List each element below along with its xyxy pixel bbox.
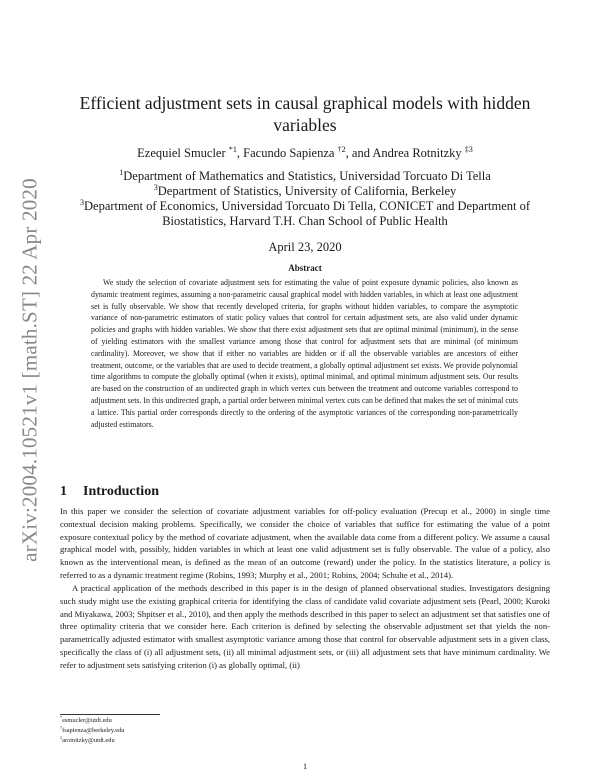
affiliation-mark: 1 [119,167,124,177]
author-name: Andrea Rotnitzky [372,146,462,160]
footnote-email: esmucler@utdt.edu [62,717,112,724]
page-number: 1 [302,761,308,771]
footnote-email: arotnitzky@utdt.edu [62,737,115,744]
affiliation-text: Department of Mathematics and Statistics, Universidad Torcuato Di Tella [123,169,491,183]
affiliation-text: Department of Statistics, University of California, Berkeley [157,184,457,198]
affiliation-mark: 3 [153,182,158,192]
footnote-mark: * [60,714,63,720]
arxiv-identifier: arXiv:2004.10521v1 [math.ST] 22 Apr 2020 [17,178,42,562]
footnote-mark: † [60,724,63,730]
footnote [60,724,125,734]
arxiv-sidebar-stamp [8,170,52,570]
affiliation-text: Department of Economics, Universidad Torcuato Di Tella, CONICET and Department of Biostatistics, Harvard T.H. Chan School of Public Health [84,199,531,228]
author-list [60,146,550,161]
affiliation [60,184,550,199]
affiliation [60,169,550,184]
footnote [60,714,112,724]
footnote [60,734,115,744]
footnote-email: fsapienza@berkeley.edu [62,727,125,734]
author-separator: , and [345,146,373,160]
section-number: 1 [60,484,67,499]
author-name: Ezequiel Smucler [137,146,226,160]
body-paragraph: A practical application of the methods described in this paper is in the design of planned observational studies. Investigators designing such study might use the existing graphical criteria for identifying the class of candidate valid covariate adjustment sets (Pearl, 2000; Kuroki and Miyakawa, 2003; Shpitser et al., 2010), and then apply the methods described in this paper to select an adjustment set that satisfies one of three optimality criteria that we consider here. Each criterion is defined by selecting the observable adjustment set that yields the non-parametrically adjusted estimator with smallest asymptotic variance among those that control for observable adjustment sets in a given class, specifically the class of (i) all adjustment sets, (ii) all minimal adjustment sets, or (iii) all adjustment sets that have minimum cardinality. We refer to adjustment sets satisfying criterion (i) as globally optimal, (ii) [60,583,550,670]
author-mark: *1 [228,144,237,154]
author-mark: †2 [337,144,346,154]
author-separator: , [236,146,244,160]
section-title: Introduction [83,484,159,499]
footnote-rule [60,714,160,715]
paper-title: Efficient adjustment sets in causal graphical models with hidden variables [79,93,531,135]
paper-date: April 23, 2020 [268,240,342,254]
footnote-mark: ‡ [60,734,63,740]
section-heading [60,484,159,500]
abstract-text: We study the selection of covariate adjustment sets for estimating the value of point exposure dynamic policies, also known as dynamic treatment regimes, assuming a non-parametric causal graphical model with hidden variables, in which at least one adjustment set is fully observable. We show that recently developed criteria, for graphs without hidden variables, to compare the asymptotic variance of non-parametric estimators of static policy values that control for certain adjustment sets, are also valid under dynamic policies and graphs with hidden variables. We show that there exist adjustment sets that are optimal minimal (minimum), in the sense of yielding estimators with the smallest variance among those that control for adjustment sets that are minimal (of minimum cardinality). Moreover, we show that if either no variables are hidden or if all the observable variables are ancestors of either treatment, outcome, or the variables that are used to decide treatment, a globally optimal adjustment set exists. We provide polynomial time algorithms to compute the globally optimal (when it exists), optimal minimal, and optimal minimum adjustment sets. Our results are based on the construction of an undirected graph in which vertex cuts between the treatment and outcome variables correspond to adjustment sets. In this undirected graph, a partial order between minimal vertex cuts can be defined that makes the set of minimal cuts a lattice. This partial order corresponds directly to the ordering of the asymptotic variances of the corresponding non-parametrically adjusted estimators. [91,278,518,429]
affiliation [60,199,550,229]
body-paragraph: In this paper we consider the selection of covariate adjustment variables for off-policy evaluation (Precup et al., 2000) in single time contextual decision making problems. Specifically, we consider the choice of variables that suffice for estimating the value of a point exposure contextual policy by the method of covariate adjustment, when the available data come from a different policy. We assume a causal graphical model with, possibly, hidden variables in which at least one valid adjustment set is fully observable. The value of a policy, also known as the interventional mean, is defined as the mean of an outcome (reward) under the policy. In the statistics literature, a policy is referred to as a dynamic treatment regime (Robins, 1993; Murphy et al., 2001; Robins, 2004; Schulte et al., 2014). [60,506,550,580]
abstract-heading: Abstract [288,263,322,273]
author-name: Facundo Sapienza [243,146,335,160]
author-mark: ‡3 [464,144,473,154]
affiliation-mark: 3 [79,197,84,207]
